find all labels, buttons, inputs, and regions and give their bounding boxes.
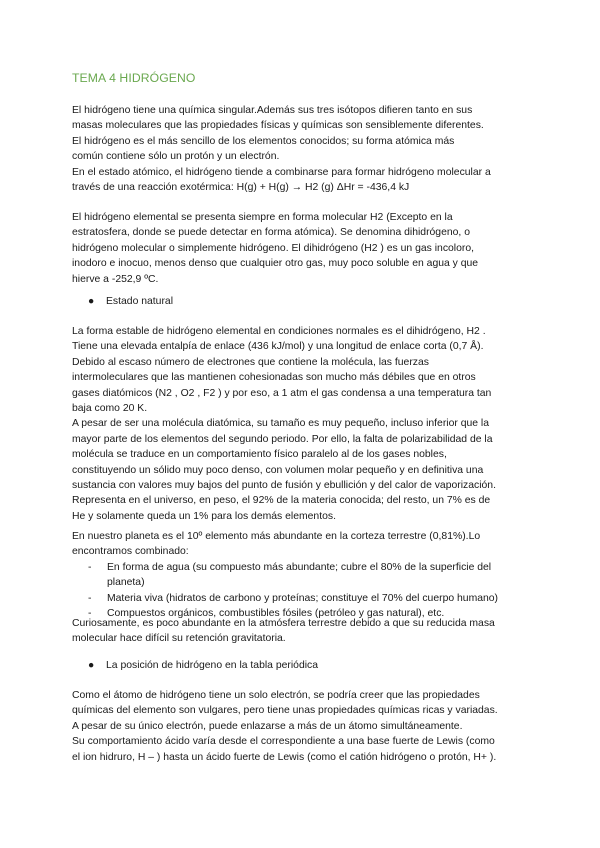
text-line: hierve a -252,9 ºC. — [72, 273, 159, 285]
text-line: gases diatómicos (N2 , O2 , F2 ) y por eso, a 1 atm el gas condensa a una temperatura tan — [72, 387, 492, 399]
intro-paragraph — [72, 103, 532, 195]
text-line: En el estado atómico, el hidrógeno tiende a combinarse para formar hidrógeno molecular a — [72, 166, 491, 178]
text-line: través de una reacción exotérmica: H(g) + H(g) → H2 (g) ΔHr = -436,4 kJ — [72, 182, 410, 194]
natural-state-paragraph — [72, 324, 532, 524]
text-line: el ion hidruro, H – ) hasta un ácido fuerte de Lewis (como el catión hidrógeno o protón, H+ ). — [72, 751, 497, 763]
text-line: intermoleculares que las mantienen cohesionadas son mucho más débiles que en otros — [72, 372, 476, 384]
text-line: Tiene una elevada entalpía de enlace (436 kJ/mol) y una longitud de enlace corta (0,7 Å). — [72, 341, 484, 353]
text-line: molecular hace difícil su retención gravitatoria. — [72, 633, 286, 645]
list-item — [88, 560, 528, 591]
text-line: masas moleculares que las propiedades físicas y químicas son sensiblemente diferentes. — [72, 120, 484, 132]
text-line: molécula se traduce en un comportamiento físico paralelo al de los gases nobles, — [72, 449, 447, 461]
page-title: TEMA 4 HIDRÓGENO — [72, 71, 196, 85]
periodic-position-paragraph — [72, 688, 532, 765]
text-line: He y solamente queda un 1% para los demás elementos. — [72, 510, 336, 522]
planet-paragraph — [72, 529, 532, 560]
section-heading-periodic-table — [88, 658, 318, 673]
dash-list — [88, 560, 528, 622]
list-item-text: Materia viva (hidratos de carbono y proteínas; constituye el 70% del cuerpo humano) — [107, 592, 499, 604]
text-line: encontramos combinado: — [72, 546, 189, 558]
text-line: baja como 20 K. — [72, 403, 148, 415]
text-line: Representa en el universo, en peso, el 92% de la materia conocida; del resto, un 7% es de — [72, 495, 491, 507]
text-line: Curiosamente, es poco abundante en la atmósfera terrestre debido a que su reducida masa — [72, 618, 495, 629]
section-heading-label: La posición de hidrógeno en la tabla periódica — [106, 660, 319, 671]
text-line: común contiene sólo un protón y un electrón. — [72, 151, 280, 163]
text-line: hidrógeno molecular o simplemente hidrógeno. El dihidrógeno (H2 ) es un gas incoloro, — [72, 242, 475, 254]
bullet-icon: ● — [88, 296, 95, 307]
text-line: sustancia con valores muy bajos del punto de fusión y ebullición y del calor de vaporización. — [72, 480, 496, 492]
text-line: A pesar de su único electrón, puede enlazarse a más de un átomo simultáneamente. — [72, 720, 463, 732]
bullet-icon: ● — [88, 660, 95, 671]
text-line: A pesar de ser una molécula diatómica, su tamaño es muy pequeño, incluso inferior que la — [72, 418, 490, 430]
list-item-text: Compuestos orgánicos, combustibles fósiles (petróleo y gas natural), etc. — [107, 608, 445, 620]
section-heading-label: Estado natural — [106, 296, 174, 307]
text-line: inodoro e inocuo, menos denso que cualquier otro gas, muy poco soluble en agua y que — [72, 258, 479, 270]
text-line: El hidrógeno es el más sencillo de los elementos conocidos; su forma atómica más — [72, 135, 455, 147]
dash-marker: - — [88, 562, 92, 573]
list-item-text: planeta) — [107, 577, 145, 589]
text-line: Debido al escaso número de electrones que contiene la molécula, las fuerzas — [72, 356, 429, 368]
text-line: estratosfera, donde se puede detectar en forma atómica). Se denomina dihidrógeno, o — [72, 227, 470, 239]
text-line: químicas del elemento son vulgares, pero tiene unas propiedades químicas ricas y variadas. — [72, 705, 498, 717]
text-line: El hidrógeno tiene una química singular.Además sus tres isótopos difieren tanto en sus — [72, 105, 473, 116]
dash-marker: - — [88, 592, 92, 604]
text-line: mayor parte de los elementos del segundo periodo. Por ello, la falta de polarizabilidad de la — [72, 433, 493, 445]
text-line: El hidrógeno elemental se presenta siempre en forma molecular H2 (Excepto en la — [72, 212, 453, 223]
atmosphere-paragraph — [72, 616, 532, 647]
section-heading-natural-state — [88, 294, 173, 309]
text-line: constituyendo un sólido muy poco denso, con volumen molar pequeño y en definitiva una — [72, 464, 484, 476]
text-line: En nuestro planeta es el 10º elemento más abundante en la corteza terrestre (0,81%).Lo — [72, 531, 481, 542]
text-line: Su comportamiento ácido varía desde el correspondiente a una base fuerte de Lewis (como — [72, 736, 495, 748]
list-item — [88, 591, 528, 606]
list-item-text: En forma de agua (su compuesto más abundante; cubre el 80% de la superficie del — [107, 562, 492, 573]
dash-marker: - — [88, 608, 92, 620]
text-line: Como el átomo de hidrógeno tiene un solo electrón, se podría creer que las propiedades — [72, 690, 480, 701]
text-line: La forma estable de hidrógeno elemental en condiciones normales es el dihidrógeno, H2 . — [72, 326, 486, 337]
molecular-paragraph — [72, 210, 532, 287]
